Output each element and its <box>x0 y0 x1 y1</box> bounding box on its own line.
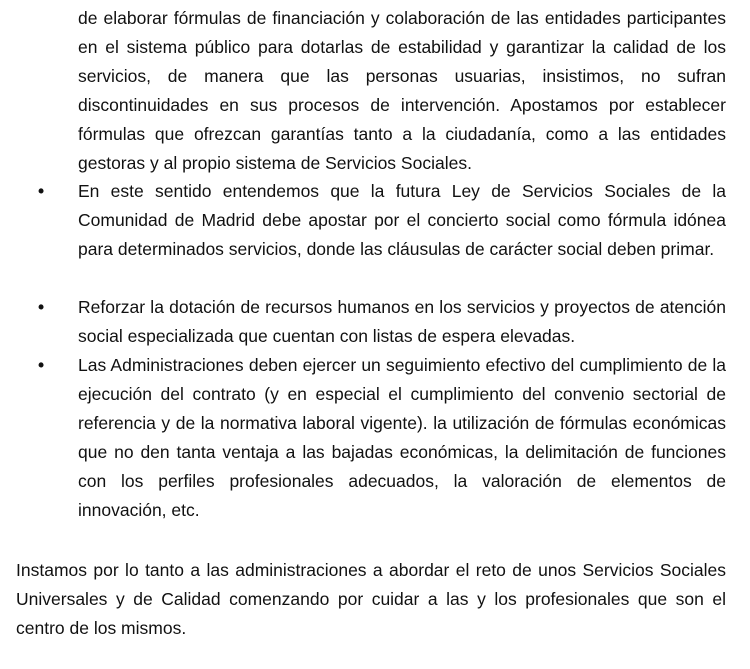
bullet-icon <box>38 293 78 322</box>
bullet-icon <box>38 177 78 206</box>
closing-paragraph: Instamos por lo tanto a las administraciones a abordar el reto de unos Servicios Sociales Universales y de Calidad comenzando por cuidar a las y los profesionales que son el centro de los mismos. <box>16 560 726 638</box>
list-item-text: Las Administraciones deben ejercer un seguimiento efectivo del cumplimiento de la ejecución del contrato (y en especial el cumplimiento del convenio sectorial de referencia y de la normativa laboral vigente). la utilización de fórmulas económicas que no den tanta ventaja a las bajadas económicas, la delimitación de funciones con los perfiles profesionales adecuados, la valoración de elementos de innovación, etc. <box>78 355 726 520</box>
bullet-icon <box>38 351 78 380</box>
list-item-text: En este sentido entendemos que la futura Ley de Servicios Sociales de la Comunidad de Madrid debe apostar por el concierto social como fórmula idónea para determinados servicios, donde las cláusulas de carácter social deben primar. <box>78 181 726 259</box>
continuation-paragraph: de elaborar fórmulas de financiación y colaboración de las entidades participantes en el sistema público para dotarlas de estabilidad y garantizar la calidad de los servicios, de manera que las personas usuarias, insistimos, no sufran discontinuidades en sus procesos de intervención. Apostamos por establecer fórmulas que ofrezcan garantías tanto a la ciudadanía, como a las entidades gestoras y al propio sistema de Servicios Sociales. <box>78 8 726 173</box>
list-item-text: Reforzar la dotación de recursos humanos en los servicios y proyectos de atención social especializada que cuentan con listas de espera elevadas. <box>78 297 726 346</box>
